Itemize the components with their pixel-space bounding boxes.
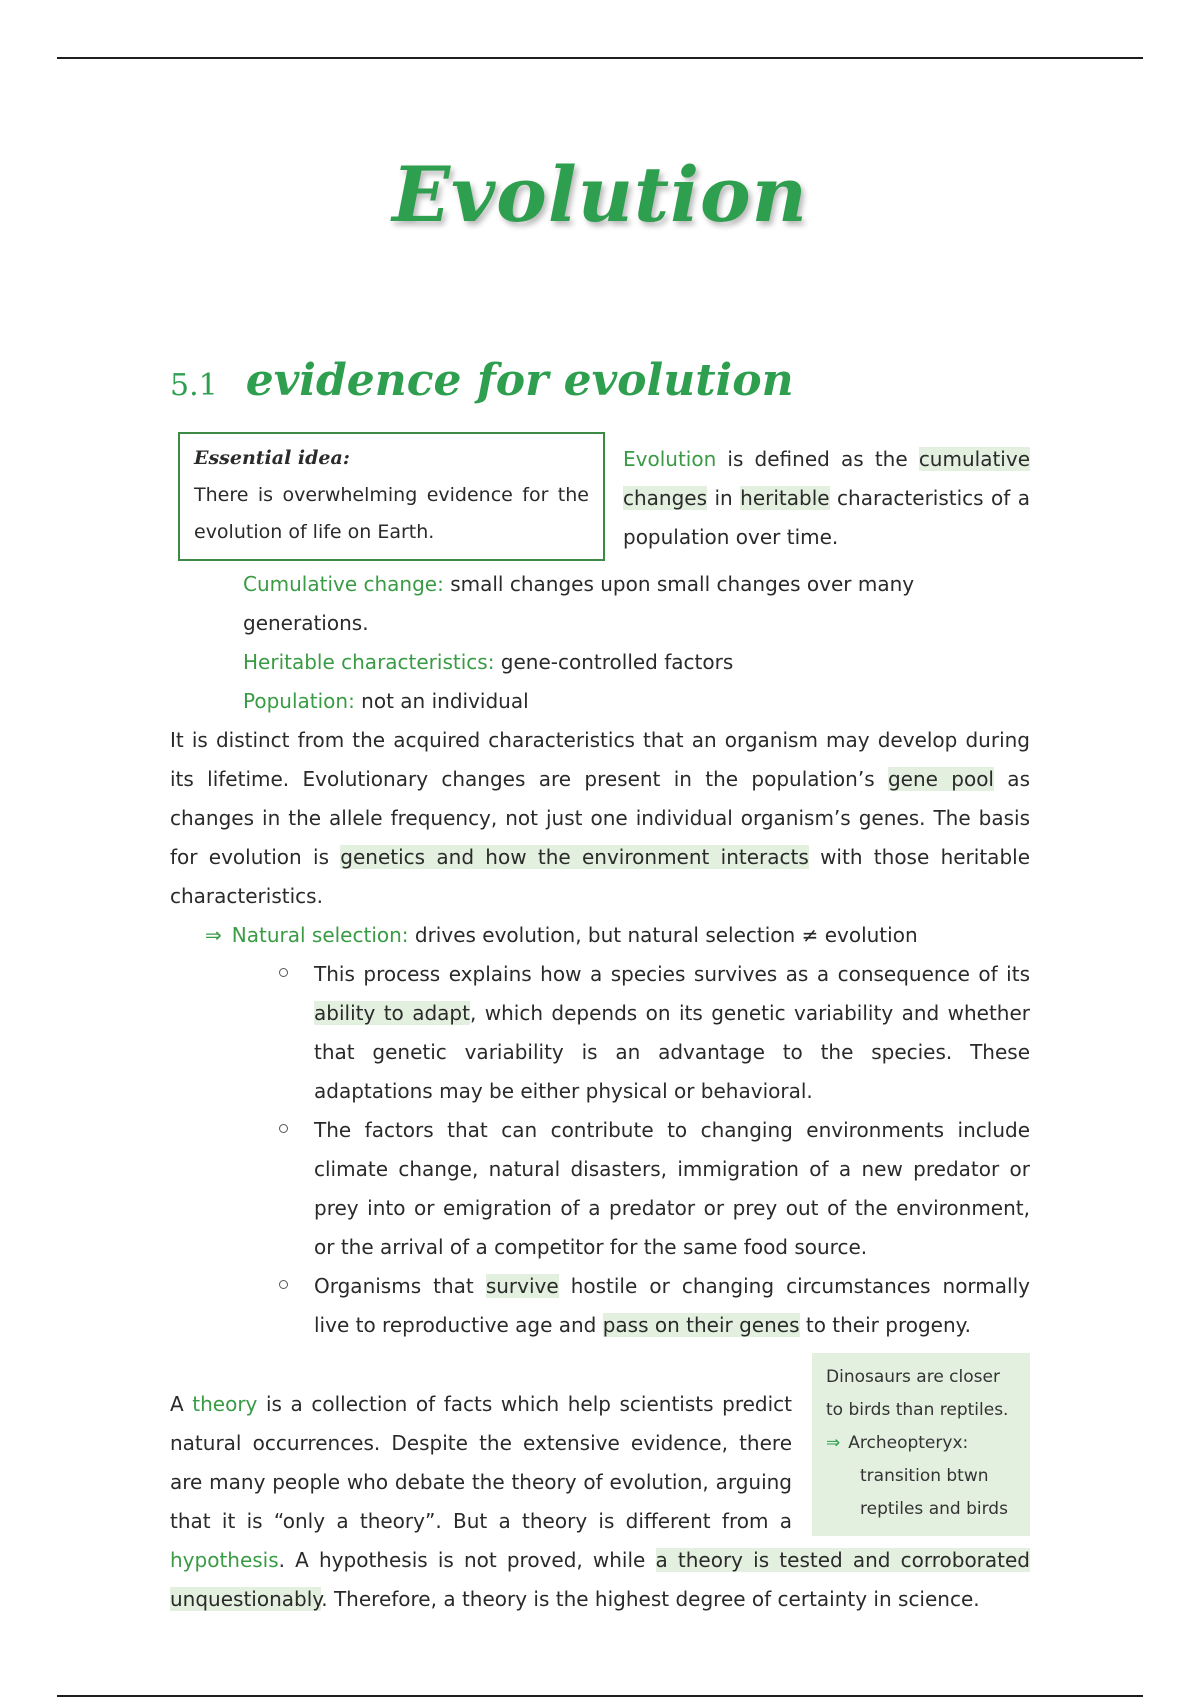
archeopteryx-desc: transition btwn reptiles and birds — [860, 1466, 1008, 1519]
term-description: small changes upon small changes over many generations. — [243, 572, 915, 635]
term-label: Cumulative change: — [243, 572, 444, 596]
section-heading — [170, 355, 794, 406]
term-population — [243, 682, 1030, 721]
term-cumulative-change — [243, 565, 1030, 643]
term-hypothesis: hypothesis — [170, 1548, 279, 1572]
paragraph-text: It is distinct from the acquired characteristics that an organism may develop during its lifetime. Evolutionary changes are present in the population’s — [170, 728, 1030, 791]
highlight-cumulative-changes: cumulative changes — [623, 447, 1030, 510]
highlight-theory-tested: a theory is tested and corroborated unquestionably — [170, 1548, 1030, 1611]
natural-selection-line — [205, 916, 1030, 955]
essential-idea-text: There is overwhelming evidence for the evolution of life on Earth. — [194, 484, 589, 543]
bullet-text: The factors that can contribute to changing environments include climate change, natural disasters, immigration of a new predator or prey into or emigration of a predator or prey out of the environment, or the arrival of a competitor for the same food source. — [314, 1118, 1030, 1259]
archeopteryx-label: Archeopteryx: — [848, 1433, 969, 1453]
bullet-text: hostile or changing circumstances normally live to reproductive age and — [314, 1274, 1030, 1337]
highlight-ability-to-adapt: ability to adapt — [314, 1001, 470, 1025]
highlight-survive: survive — [485, 1274, 559, 1298]
bullet-changing-environments — [314, 1111, 1030, 1267]
paragraph-acquired-characteristics — [170, 721, 1030, 916]
dinosaur-note-text: Dinosaurs are closer to birds than reptiles. — [826, 1367, 1009, 1420]
bullet-text: This process explains how a species survives as a consequence of its — [314, 962, 1030, 986]
dinosaur-note — [812, 1353, 1030, 1536]
term-label: Population: — [243, 689, 355, 713]
bullet-text: to their progeny. — [799, 1313, 971, 1337]
theory-text: A — [170, 1392, 193, 1416]
implies-arrow-icon: ⇒ — [826, 1433, 841, 1453]
term-theory: theory — [192, 1392, 258, 1416]
term-label: Heritable characteristics: — [243, 650, 495, 674]
top-rule — [57, 57, 1143, 59]
section-number: 5.1 — [170, 368, 218, 403]
theory-text: . Therefore, a theory is the highest degree of certainty in science. — [321, 1587, 980, 1611]
definition-text: is defined as the — [716, 447, 919, 471]
term-description: not an individual — [354, 689, 529, 713]
definition-text: characteristics of a population over time. — [623, 486, 1030, 549]
theory-text: is a collection of facts which help scientists predict natural occurrences. Despite the extensive evidence, there are many people who debate the theory of evolution, arguing that it is “only a theory”. But a theory is different from a — [170, 1392, 792, 1533]
implies-arrow-icon: ⇒ — [205, 923, 222, 947]
bullet-ability-to-adapt — [314, 955, 1030, 1111]
circle-bullet-icon — [279, 1280, 288, 1289]
highlight-pass-on-genes: pass on their genes — [602, 1313, 800, 1337]
bullet-text: , which depends on its genetic variability and whether that genetic variability is an advantage to the species. These adaptations may be either physical or behavioral. — [314, 1001, 1030, 1103]
highlight-heritable: heritable — [740, 486, 830, 510]
natural-selection-desc: drives evolution, but natural selection ≠ evolution — [408, 923, 918, 947]
term-description: gene-controlled factors — [494, 650, 734, 674]
highlight-genetics-environment: genetics and how the environment interacts — [340, 845, 809, 869]
main-content — [170, 432, 1030, 1619]
archeopteryx-item — [826, 1427, 1018, 1460]
bottom-rule — [57, 1695, 1143, 1697]
bullet-survive — [314, 1267, 1030, 1345]
circle-bullet-icon — [279, 968, 288, 977]
definition-term: Evolution — [623, 447, 717, 471]
definition-text: in — [707, 486, 741, 510]
highlight-gene-pool: gene pool — [887, 767, 994, 791]
natural-selection-bullets — [170, 955, 1030, 1345]
term-heritable-characteristics — [243, 643, 1030, 682]
theory-text: . A hypothesis is not proved, while — [278, 1548, 656, 1572]
paragraph-text: with those heritable characteristics. — [170, 845, 1030, 908]
page-title: Evolution — [392, 150, 808, 239]
essential-idea-title: Essential idea: — [194, 447, 350, 469]
essential-idea-box — [178, 432, 605, 561]
natural-selection-term: Natural selection: — [231, 923, 409, 947]
bullet-text: Organisms that — [314, 1274, 486, 1298]
section-title: evidence for evolution — [245, 355, 794, 406]
paragraph-text: as changes in the allele frequency, not just one individual organism’s genes. The basis for evolution is — [170, 767, 1030, 869]
circle-bullet-icon — [279, 1124, 288, 1133]
